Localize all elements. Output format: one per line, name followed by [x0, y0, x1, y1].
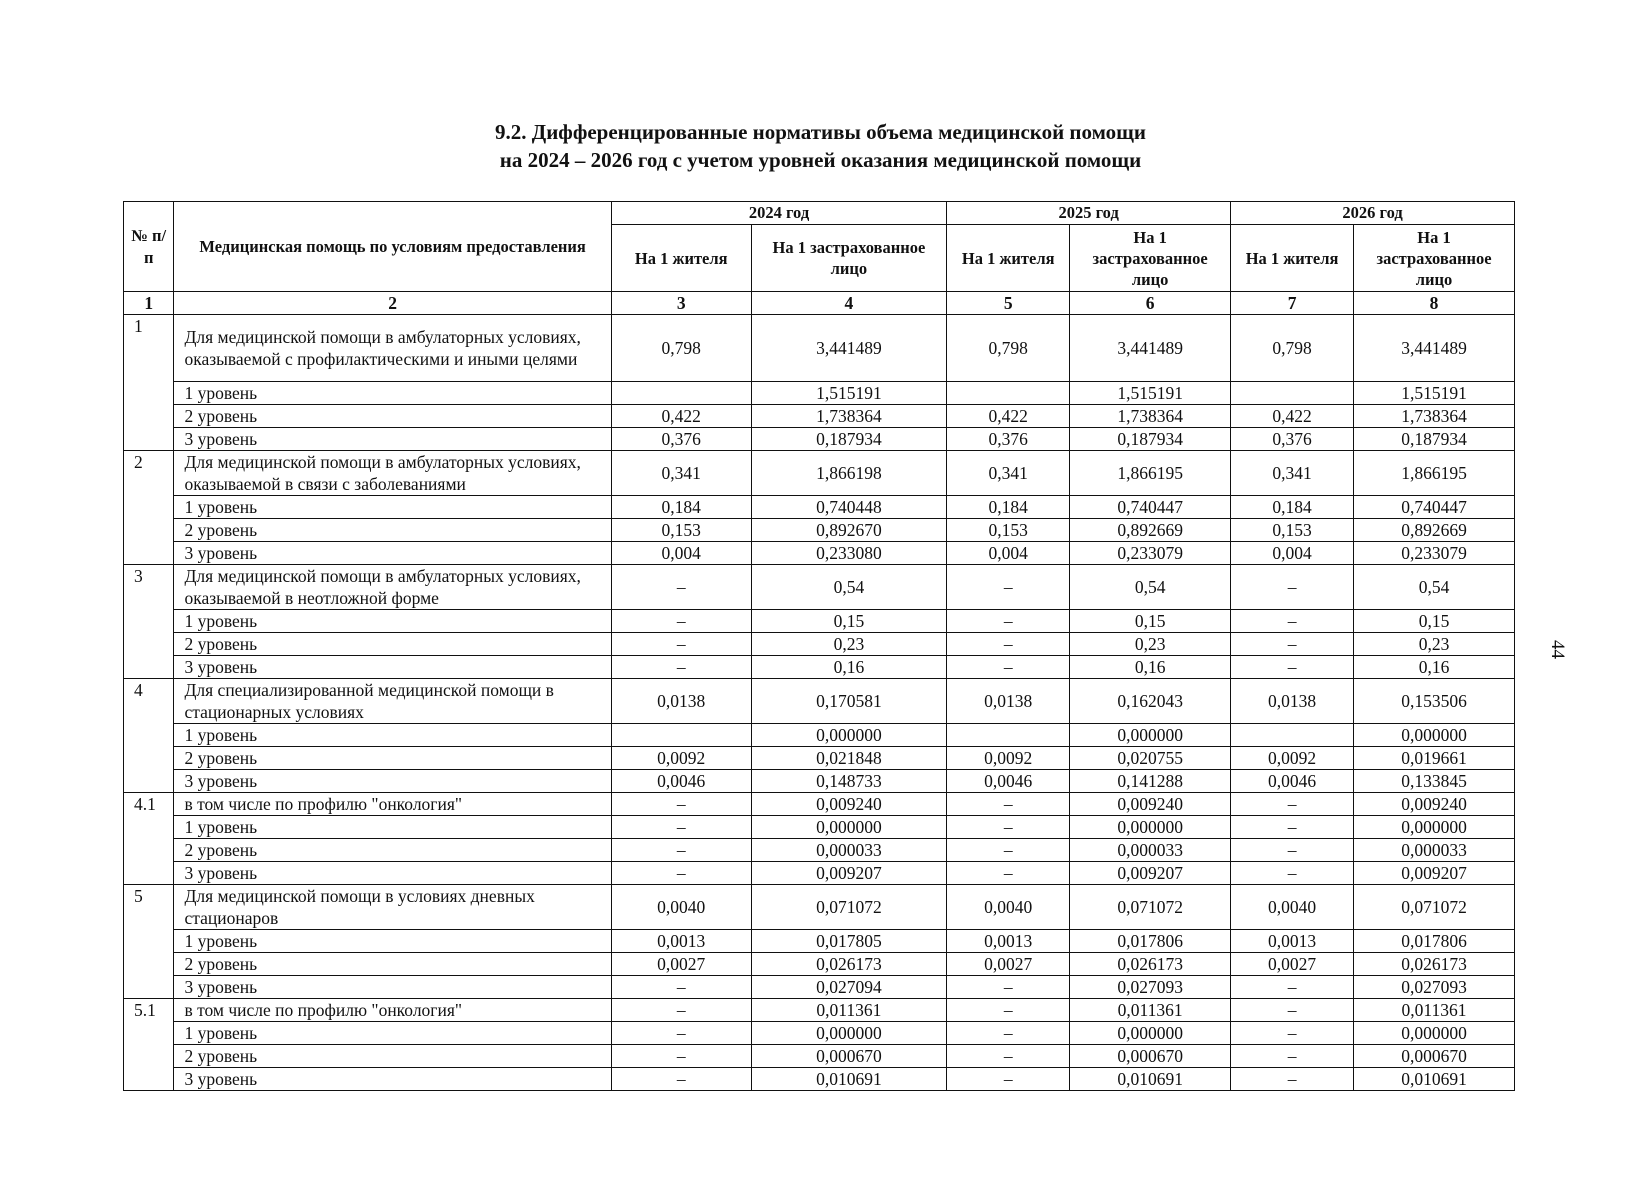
- value-cell: 0,341: [1231, 451, 1354, 496]
- table-row: [124, 519, 1515, 542]
- table-row: [124, 793, 1515, 816]
- value-cell: –: [1231, 633, 1354, 656]
- value-cell: 0,148733: [751, 770, 947, 793]
- value-cell: 0,16: [1354, 656, 1515, 679]
- value-cell: 1,515191: [1070, 382, 1231, 405]
- column-number: 1: [124, 292, 174, 315]
- table-row: [124, 930, 1515, 953]
- value-cell: 0,162043: [1070, 679, 1231, 724]
- page-number: 44: [1547, 640, 1568, 659]
- value-cell: 0,071072: [1070, 885, 1231, 930]
- table-row: [124, 565, 1515, 610]
- value-cell: –: [1231, 1022, 1354, 1045]
- table-row: [124, 839, 1515, 862]
- value-cell: 0,017805: [751, 930, 947, 953]
- value-cell: 3,441489: [751, 315, 947, 382]
- value-cell: 1,866195: [1070, 451, 1231, 496]
- value-cell: –: [947, 793, 1070, 816]
- value-cell: [947, 724, 1070, 747]
- row-label: Для медицинской помощи в амбулаторных условиях, оказываемой в связи с заболеваниями: [174, 451, 611, 496]
- value-cell: 0,000000: [751, 1022, 947, 1045]
- value-cell: 0,16: [751, 656, 947, 679]
- value-cell: 0,376: [947, 428, 1070, 451]
- value-cell: 0,0138: [947, 679, 1070, 724]
- value-cell: 0,0092: [1231, 747, 1354, 770]
- value-cell: 0,798: [1231, 315, 1354, 382]
- row-label: 1 уровень: [174, 724, 611, 747]
- value-cell: 0,0013: [611, 930, 751, 953]
- value-cell: 0,184: [611, 496, 751, 519]
- row-number: 5.1: [124, 999, 174, 1091]
- value-cell: 1,515191: [751, 382, 947, 405]
- table-row: [124, 999, 1515, 1022]
- row-label: 2 уровень: [174, 405, 611, 428]
- value-cell: –: [611, 862, 751, 885]
- value-cell: –: [611, 610, 751, 633]
- value-cell: 0,000000: [1070, 724, 1231, 747]
- table-row: [124, 724, 1515, 747]
- value-cell: 0,004: [1231, 542, 1354, 565]
- value-cell: –: [1231, 610, 1354, 633]
- value-cell: 0,15: [751, 610, 947, 633]
- value-cell: –: [947, 565, 1070, 610]
- table-row: [124, 816, 1515, 839]
- table-row: [124, 633, 1515, 656]
- value-cell: 0,54: [1070, 565, 1231, 610]
- value-cell: 0,009240: [1070, 793, 1231, 816]
- value-cell: 1,866195: [1354, 451, 1515, 496]
- value-cell: 0,026173: [751, 953, 947, 976]
- row-label: 2 уровень: [174, 1045, 611, 1068]
- header-per-insured: На 1 застрахованное лицо: [1354, 225, 1515, 292]
- row-label: 3 уровень: [174, 1068, 611, 1091]
- value-cell: 0,184: [947, 496, 1070, 519]
- value-cell: –: [611, 656, 751, 679]
- value-cell: 0,000033: [1354, 839, 1515, 862]
- row-label: Для медицинской помощи в условиях дневных стационаров: [174, 885, 611, 930]
- value-cell: 0,422: [1231, 405, 1354, 428]
- value-cell: –: [1231, 1068, 1354, 1091]
- table-row: [124, 885, 1515, 930]
- value-cell: 0,000670: [1354, 1045, 1515, 1068]
- value-cell: 0,15: [1070, 610, 1231, 633]
- row-number: 1: [124, 315, 174, 451]
- value-cell: 0,422: [947, 405, 1070, 428]
- row-label: 3 уровень: [174, 542, 611, 565]
- value-cell: 0,153: [1231, 519, 1354, 542]
- value-cell: 0,153: [611, 519, 751, 542]
- value-cell: 0,187934: [1354, 428, 1515, 451]
- table-row: [124, 953, 1515, 976]
- value-cell: –: [611, 976, 751, 999]
- value-cell: 0,027093: [1354, 976, 1515, 999]
- table-row: [124, 405, 1515, 428]
- row-label: 3 уровень: [174, 428, 611, 451]
- header-per-resident: На 1 жителя: [611, 225, 751, 292]
- table-row: [124, 747, 1515, 770]
- value-cell: –: [611, 1022, 751, 1045]
- row-label: Для медицинской помощи в амбулаторных условиях, оказываемой с профилактическими и иными целями: [174, 315, 611, 382]
- value-cell: –: [947, 1022, 1070, 1045]
- norms-table-body: [124, 292, 1515, 1091]
- value-cell: 0,009240: [1354, 793, 1515, 816]
- value-cell: –: [947, 999, 1070, 1022]
- value-cell: 0,153506: [1354, 679, 1515, 724]
- value-cell: 1,738364: [751, 405, 947, 428]
- value-cell: 0,000670: [1070, 1045, 1231, 1068]
- row-label: в том числе по профилю "онкология": [174, 999, 611, 1022]
- value-cell: –: [611, 793, 751, 816]
- value-cell: 0,000000: [1070, 1022, 1231, 1045]
- table-row: [124, 542, 1515, 565]
- header-name: Медицинская помощь по условиям предоставления: [174, 202, 611, 292]
- table-row: [124, 315, 1515, 382]
- value-cell: –: [947, 1045, 1070, 1068]
- value-cell: 0,010691: [1070, 1068, 1231, 1091]
- value-cell: 0,54: [1354, 565, 1515, 610]
- value-cell: –: [947, 633, 1070, 656]
- value-cell: 0,341: [947, 451, 1070, 496]
- value-cell: 0,071072: [751, 885, 947, 930]
- value-cell: 0,798: [947, 315, 1070, 382]
- value-cell: –: [1231, 816, 1354, 839]
- value-cell: 0,011361: [1354, 999, 1515, 1022]
- value-cell: 0,009207: [1354, 862, 1515, 885]
- value-cell: 1,738364: [1070, 405, 1231, 428]
- value-cell: 0,0138: [611, 679, 751, 724]
- table-row: [124, 862, 1515, 885]
- table-row: [124, 770, 1515, 793]
- value-cell: –: [947, 839, 1070, 862]
- value-cell: 0,000033: [751, 839, 947, 862]
- table-row: [124, 610, 1515, 633]
- header-year-2025: 2025 год: [947, 202, 1231, 225]
- value-cell: 0,0046: [947, 770, 1070, 793]
- value-cell: 0,009240: [751, 793, 947, 816]
- value-cell: 0,000000: [1354, 724, 1515, 747]
- row-label: 1 уровень: [174, 496, 611, 519]
- table-row: [124, 428, 1515, 451]
- value-cell: –: [947, 976, 1070, 999]
- header-per-resident: На 1 жителя: [947, 225, 1070, 292]
- value-cell: 0,000000: [751, 724, 947, 747]
- value-cell: –: [611, 1045, 751, 1068]
- table-row: [124, 1068, 1515, 1091]
- value-cell: 0,0040: [611, 885, 751, 930]
- value-cell: –: [611, 633, 751, 656]
- value-cell: –: [947, 862, 1070, 885]
- value-cell: 0,009207: [1070, 862, 1231, 885]
- value-cell: –: [611, 565, 751, 610]
- value-cell: 0,019661: [1354, 747, 1515, 770]
- column-number: 3: [611, 292, 751, 315]
- row-label: 2 уровень: [174, 519, 611, 542]
- value-cell: [611, 724, 751, 747]
- value-cell: 0,740447: [1070, 496, 1231, 519]
- title-line-2: на 2024 – 2026 год с учетом уровней оказания медицинской помощи: [499, 148, 1142, 172]
- row-number: 2: [124, 451, 174, 565]
- column-number: 4: [751, 292, 947, 315]
- row-number: 4: [124, 679, 174, 793]
- value-cell: 0,004: [947, 542, 1070, 565]
- value-cell: 0,011361: [1070, 999, 1231, 1022]
- value-cell: 0,54: [751, 565, 947, 610]
- value-cell: 1,515191: [1354, 382, 1515, 405]
- value-cell: 0,071072: [1354, 885, 1515, 930]
- value-cell: 0,184: [1231, 496, 1354, 519]
- value-cell: 0,23: [1354, 633, 1515, 656]
- row-label: 3 уровень: [174, 770, 611, 793]
- value-cell: 0,0013: [1231, 930, 1354, 953]
- value-cell: –: [611, 999, 751, 1022]
- value-cell: 0,000033: [1070, 839, 1231, 862]
- value-cell: [611, 382, 751, 405]
- value-cell: 0,009207: [751, 862, 947, 885]
- table-row: [124, 656, 1515, 679]
- column-number: 5: [947, 292, 1070, 315]
- row-label: 2 уровень: [174, 747, 611, 770]
- value-cell: 0,233079: [1070, 542, 1231, 565]
- value-cell: 0,000000: [1354, 816, 1515, 839]
- value-cell: –: [1231, 976, 1354, 999]
- value-cell: 0,0138: [1231, 679, 1354, 724]
- value-cell: 0,0040: [947, 885, 1070, 930]
- value-cell: 3,441489: [1354, 315, 1515, 382]
- value-cell: 1,866198: [751, 451, 947, 496]
- table-row: [124, 496, 1515, 519]
- value-cell: 1,738364: [1354, 405, 1515, 428]
- value-cell: 0,010691: [751, 1068, 947, 1091]
- table-row: [124, 976, 1515, 999]
- value-cell: 0,000670: [751, 1045, 947, 1068]
- value-cell: 0,0027: [947, 953, 1070, 976]
- value-cell: 0,027093: [1070, 976, 1231, 999]
- row-label: 1 уровень: [174, 1022, 611, 1045]
- column-number: 2: [174, 292, 611, 315]
- column-numbers-row: [124, 292, 1515, 315]
- value-cell: 0,0092: [611, 747, 751, 770]
- value-cell: 3,441489: [1070, 315, 1231, 382]
- value-cell: 0,017806: [1070, 930, 1231, 953]
- value-cell: 0,0046: [1231, 770, 1354, 793]
- value-cell: 0,027094: [751, 976, 947, 999]
- value-cell: –: [1231, 656, 1354, 679]
- value-cell: 0,000000: [1354, 1022, 1515, 1045]
- value-cell: 0,026173: [1354, 953, 1515, 976]
- row-number: 5: [124, 885, 174, 999]
- column-number: 7: [1231, 292, 1354, 315]
- value-cell: –: [947, 1068, 1070, 1091]
- value-cell: –: [1231, 999, 1354, 1022]
- row-label: 2 уровень: [174, 953, 611, 976]
- value-cell: 0,0046: [611, 770, 751, 793]
- value-cell: –: [947, 816, 1070, 839]
- column-number: 8: [1354, 292, 1515, 315]
- header-year-2026: 2026 год: [1231, 202, 1515, 225]
- value-cell: 0,0027: [611, 953, 751, 976]
- row-label: 1 уровень: [174, 816, 611, 839]
- value-cell: 0,020755: [1070, 747, 1231, 770]
- value-cell: 0,376: [1231, 428, 1354, 451]
- value-cell: –: [611, 1068, 751, 1091]
- row-label: 3 уровень: [174, 862, 611, 885]
- table-row: [124, 1045, 1515, 1068]
- value-cell: 0,341: [611, 451, 751, 496]
- table-row: [124, 679, 1515, 724]
- header-year-2024: 2024 год: [611, 202, 946, 225]
- value-cell: 0,23: [1070, 633, 1231, 656]
- value-cell: 0,010691: [1354, 1068, 1515, 1091]
- value-cell: –: [947, 656, 1070, 679]
- value-cell: –: [1231, 1045, 1354, 1068]
- value-cell: 0,16: [1070, 656, 1231, 679]
- header-per-resident: На 1 жителя: [1231, 225, 1354, 292]
- value-cell: 0,000000: [751, 816, 947, 839]
- row-label: 1 уровень: [174, 610, 611, 633]
- value-cell: 0,187934: [751, 428, 947, 451]
- value-cell: 0,0027: [1231, 953, 1354, 976]
- table-row: [124, 382, 1515, 405]
- value-cell: 0,892669: [1354, 519, 1515, 542]
- value-cell: –: [611, 816, 751, 839]
- document-title: [0, 118, 1641, 174]
- row-label: 3 уровень: [174, 656, 611, 679]
- row-number: 4.1: [124, 793, 174, 885]
- value-cell: 0,153: [947, 519, 1070, 542]
- row-label: 2 уровень: [174, 839, 611, 862]
- row-label: Для специализированной медицинской помощи в стационарных условиях: [174, 679, 611, 724]
- row-label: 3 уровень: [174, 976, 611, 999]
- value-cell: 0,187934: [1070, 428, 1231, 451]
- value-cell: –: [611, 839, 751, 862]
- column-number: 6: [1070, 292, 1231, 315]
- row-label: в том числе по профилю "онкология": [174, 793, 611, 816]
- value-cell: 0,017806: [1354, 930, 1515, 953]
- header-per-insured: На 1 застрахованное лицо: [1070, 225, 1231, 292]
- value-cell: 0,15: [1354, 610, 1515, 633]
- value-cell: 0,892669: [1070, 519, 1231, 542]
- row-number: 3: [124, 565, 174, 679]
- value-cell: 0,740447: [1354, 496, 1515, 519]
- value-cell: –: [1231, 839, 1354, 862]
- title-line-1: 9.2. Дифференцированные нормативы объема медицинской помощи: [495, 120, 1146, 144]
- table-row: [124, 451, 1515, 496]
- header-per-insured: На 1 застрахованное лицо: [751, 225, 947, 292]
- value-cell: 0,011361: [751, 999, 947, 1022]
- value-cell: –: [1231, 565, 1354, 610]
- value-cell: 0,422: [611, 405, 751, 428]
- row-label: 1 уровень: [174, 930, 611, 953]
- norms-table: [123, 201, 1515, 1091]
- value-cell: [947, 382, 1070, 405]
- value-cell: 0,892670: [751, 519, 947, 542]
- table-row: [124, 1022, 1515, 1045]
- value-cell: 0,376: [611, 428, 751, 451]
- row-label: Для медицинской помощи в амбулаторных условиях, оказываемой в неотложной форме: [174, 565, 611, 610]
- value-cell: 0,23: [751, 633, 947, 656]
- value-cell: 0,0013: [947, 930, 1070, 953]
- value-cell: 0,141288: [1070, 770, 1231, 793]
- value-cell: 0,0040: [1231, 885, 1354, 930]
- row-label: 2 уровень: [174, 633, 611, 656]
- value-cell: [1231, 724, 1354, 747]
- header-num: № п/п: [124, 202, 174, 292]
- value-cell: 0,798: [611, 315, 751, 382]
- value-cell: –: [1231, 793, 1354, 816]
- value-cell: –: [947, 610, 1070, 633]
- value-cell: 0,021848: [751, 747, 947, 770]
- value-cell: [1231, 382, 1354, 405]
- value-cell: –: [1231, 862, 1354, 885]
- row-label: 1 уровень: [174, 382, 611, 405]
- value-cell: 0,740448: [751, 496, 947, 519]
- value-cell: 0,000000: [1070, 816, 1231, 839]
- value-cell: 0,133845: [1354, 770, 1515, 793]
- value-cell: 0,026173: [1070, 953, 1231, 976]
- value-cell: 0,233079: [1354, 542, 1515, 565]
- value-cell: 0,004: [611, 542, 751, 565]
- value-cell: 0,170581: [751, 679, 947, 724]
- value-cell: 0,0092: [947, 747, 1070, 770]
- value-cell: 0,233080: [751, 542, 947, 565]
